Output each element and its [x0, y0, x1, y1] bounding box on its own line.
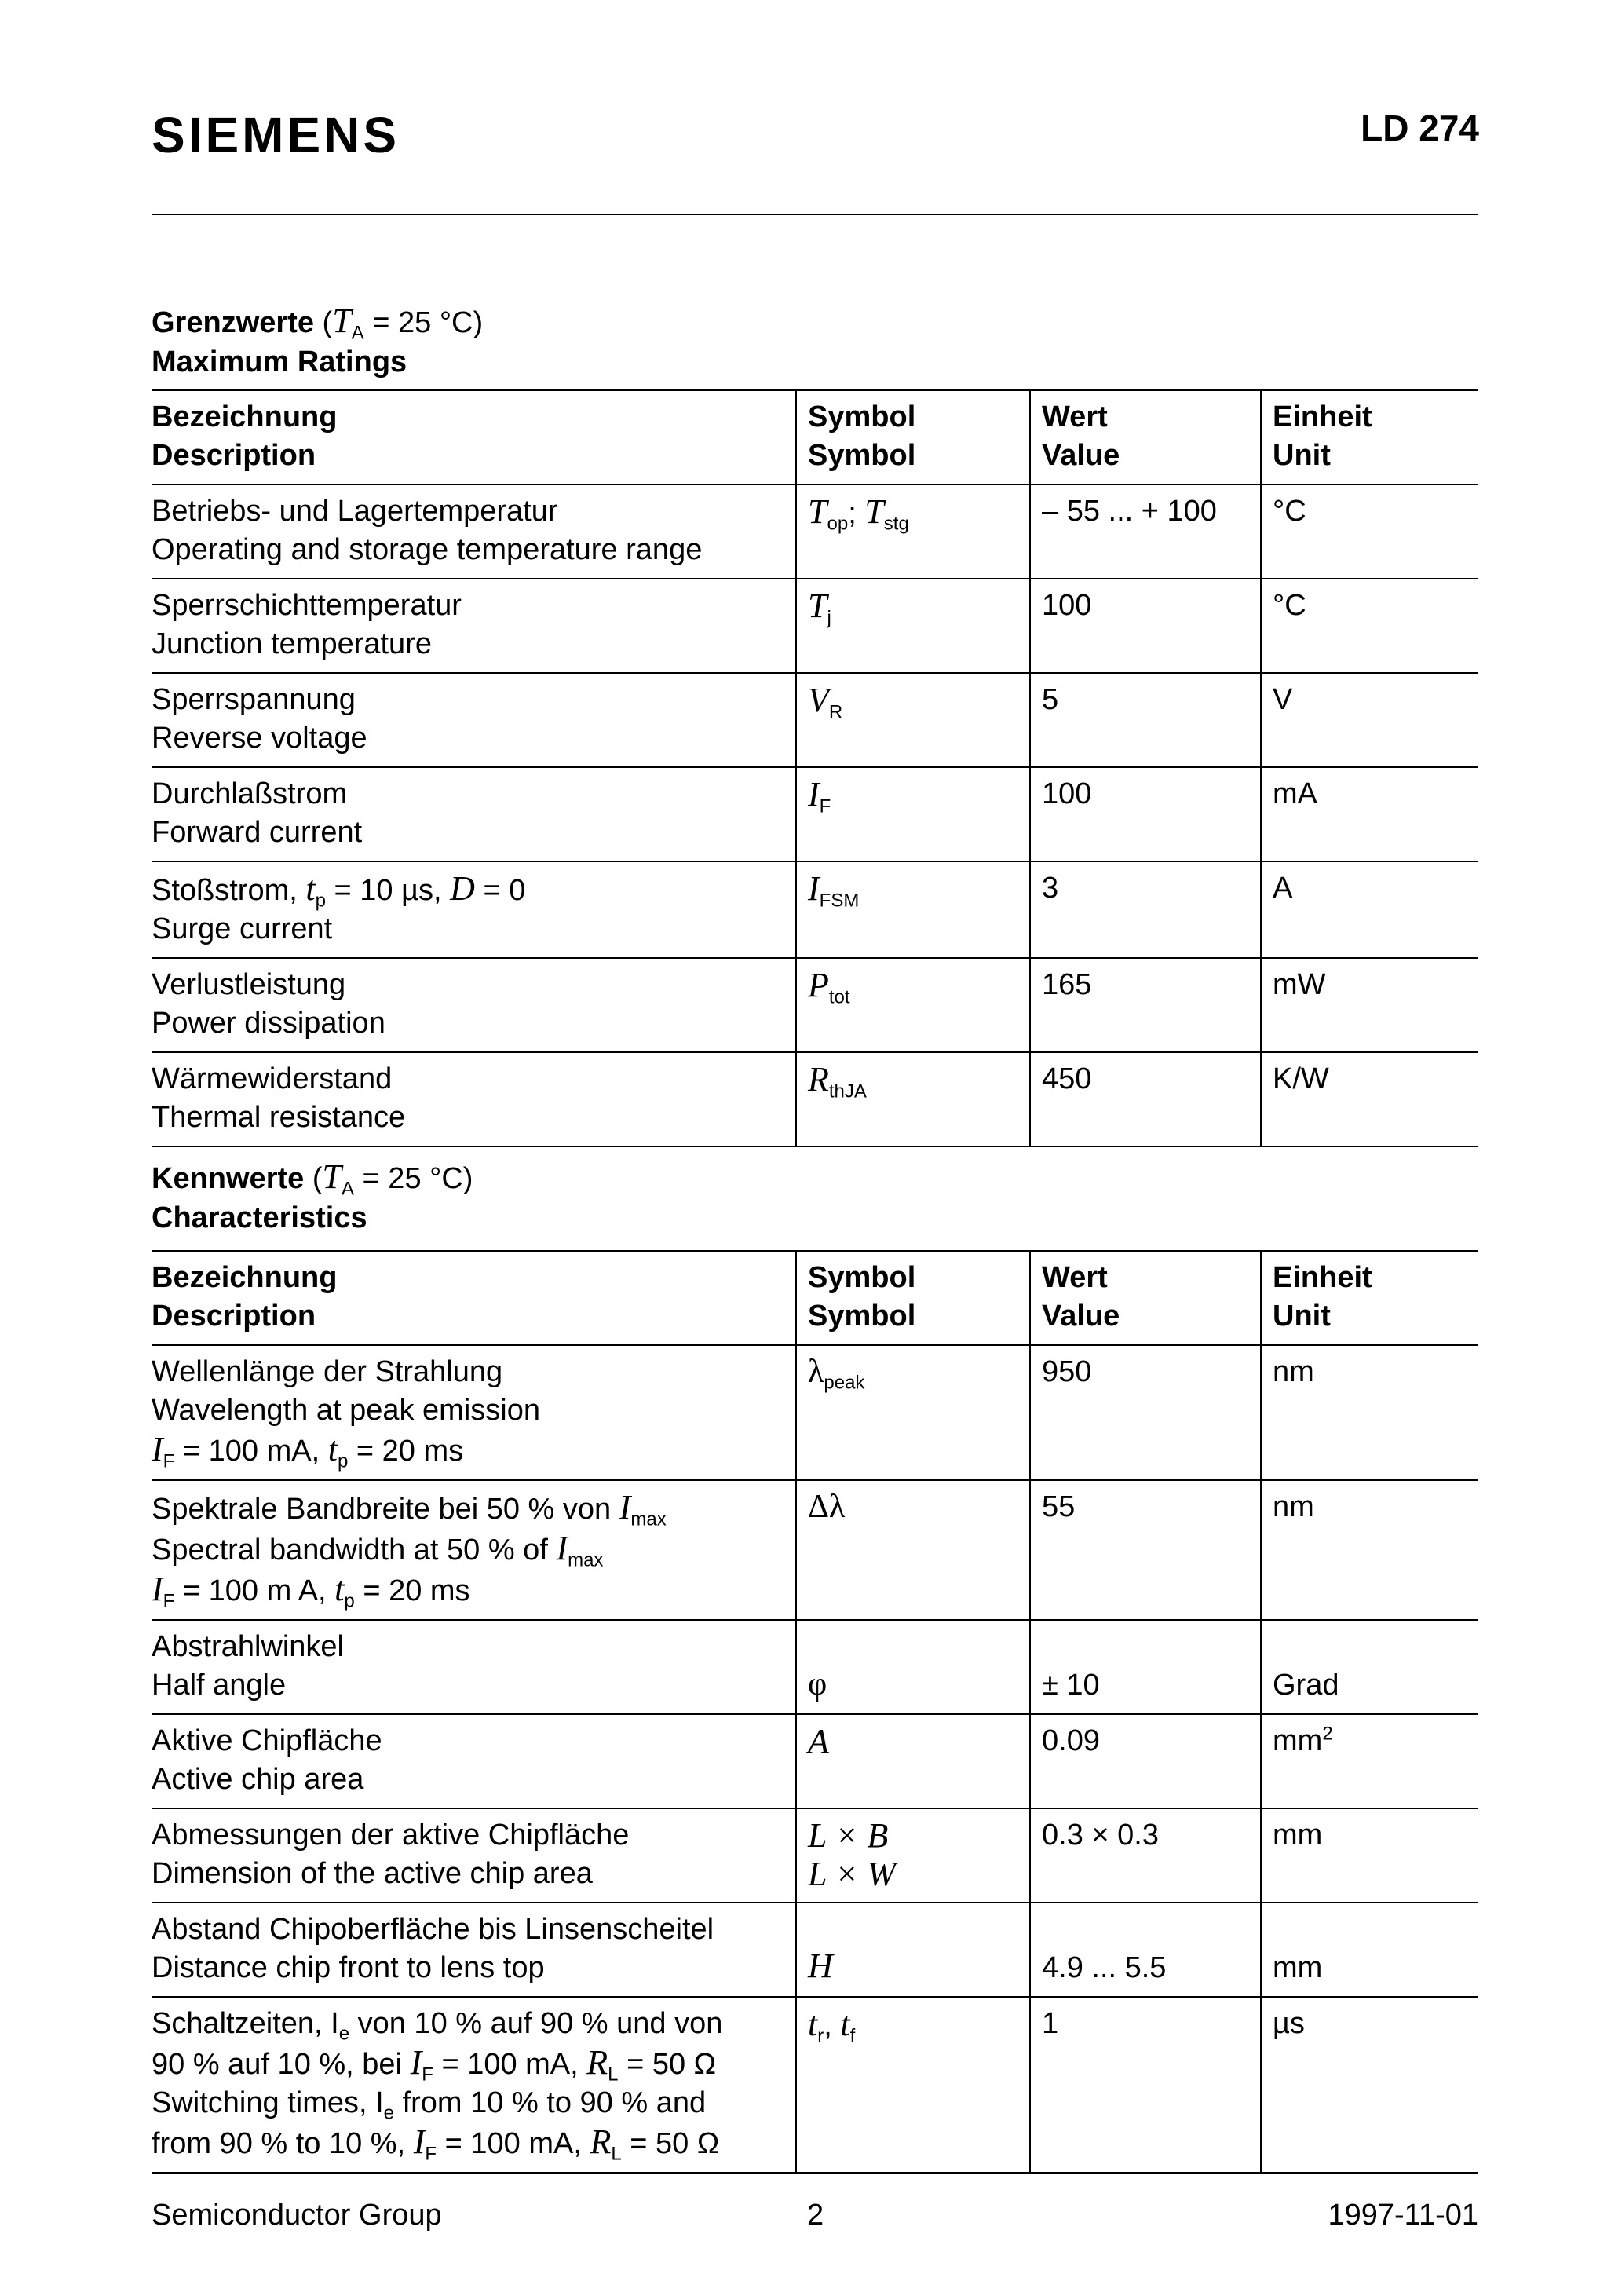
header-symbol: Symbol Symbol — [796, 390, 1030, 484]
table-row: Stoßstrom, $t_p = 10$ µs, D = 0 Surge current $I_{FSM}$ 3 A — [152, 861, 1478, 958]
table-row: Verlustleistung Power dissipation $P_{tot}$ 165 mW — [152, 958, 1478, 1052]
table-row: Abstrahlwinkel Half angle φ ± 10 Grad — [152, 1620, 1478, 1714]
table-row: Sperrspannung Reverse voltage $V_R$ 5 V — [152, 673, 1478, 767]
table-row: Sperrschichttemperatur Junction temperature $T_j$ 100 °C — [152, 579, 1478, 673]
characteristics-table — [152, 1250, 1478, 2174]
table-row: Abstand Chipoberfläche bis Linsenscheitel Distance chip front to lens top H 4.9 ... 5.5 mm — [152, 1903, 1478, 1997]
header-description: Bezeichnung Description — [152, 400, 338, 472]
max-ratings-table — [152, 389, 1478, 1147]
max-ratings-title: Grenzwerte ($T_A = 25$ °C) Maximum Ratings — [152, 302, 484, 378]
header-unit: Einheit Unit — [1261, 390, 1478, 484]
table-row: Wärmewiderstand Thermal resistance $R_{thJA}$ 450 K/W — [152, 1052, 1478, 1146]
table-row: Spektrale Bandbreite bei 50 % von $I_{max}$ Spectral bandwidth at 50 % of $I_{max}$ $I_F = 100$ m A, $t_p = 20$ ms Δλ 55 nm — [152, 1480, 1478, 1620]
header-rule — [152, 214, 1478, 215]
part-number: LD 274 — [1361, 108, 1479, 148]
table-row: Aktive Chipfläche Active chip area A 0.09 $mm^2$ — [152, 1714, 1478, 1808]
header-description: Bezeichnung Description — [152, 1261, 338, 1333]
table-row: Abmessungen der aktive Chipfläche Dimension of the active chip area L × B L × W 0.3 × 0.3 mm — [152, 1808, 1478, 1903]
table-row: Betriebs- und Lagertemperatur Operating and storage temperature range $T_{op}$; $T_{stg}$ – 55 ... + 100 °C — [152, 484, 1478, 579]
siemens-logo: SIEMENS — [152, 107, 400, 163]
page-number: 2 — [807, 2199, 824, 2232]
header-value: Wert Value — [1030, 1251, 1261, 1345]
footer-date: 1997-11-01 — [1328, 2199, 1478, 2232]
table-header-row — [152, 1251, 1478, 1345]
characteristics-title: Kennwerte ($T_A = 25$ °C) Characteristics — [152, 1157, 473, 1234]
header-unit: Einheit Unit — [1261, 1251, 1478, 1345]
table-row: Wellenlänge der Strahlung Wavelength at peak emission $I_F = 100$ mA, $t_p = 20$ ms $\lambda_{peak}$ 950 nm — [152, 1345, 1478, 1480]
footer-group: Semiconductor Group — [152, 2199, 442, 2232]
table-header-row — [152, 390, 1478, 484]
header-symbol: Symbol Symbol — [796, 1251, 1030, 1345]
table-row: Durchlaßstrom Forward current $I_F$ 100 mA — [152, 767, 1478, 861]
table-row: Schaltzeiten, $I_e$ von 10 % auf 90 % und von 90 % auf 10 %, bei $I_F = 100$ mA, $R_L = 50$ Ω Switching times, $I_e$ from 10 % to 90 % and from 90 % to 10 %, $I_F = 100$ mA, $R_L = 50$ Ω $t_r$, $t_f$ 1 µs — [152, 1997, 1478, 2173]
header-value: Wert Value — [1030, 390, 1261, 484]
